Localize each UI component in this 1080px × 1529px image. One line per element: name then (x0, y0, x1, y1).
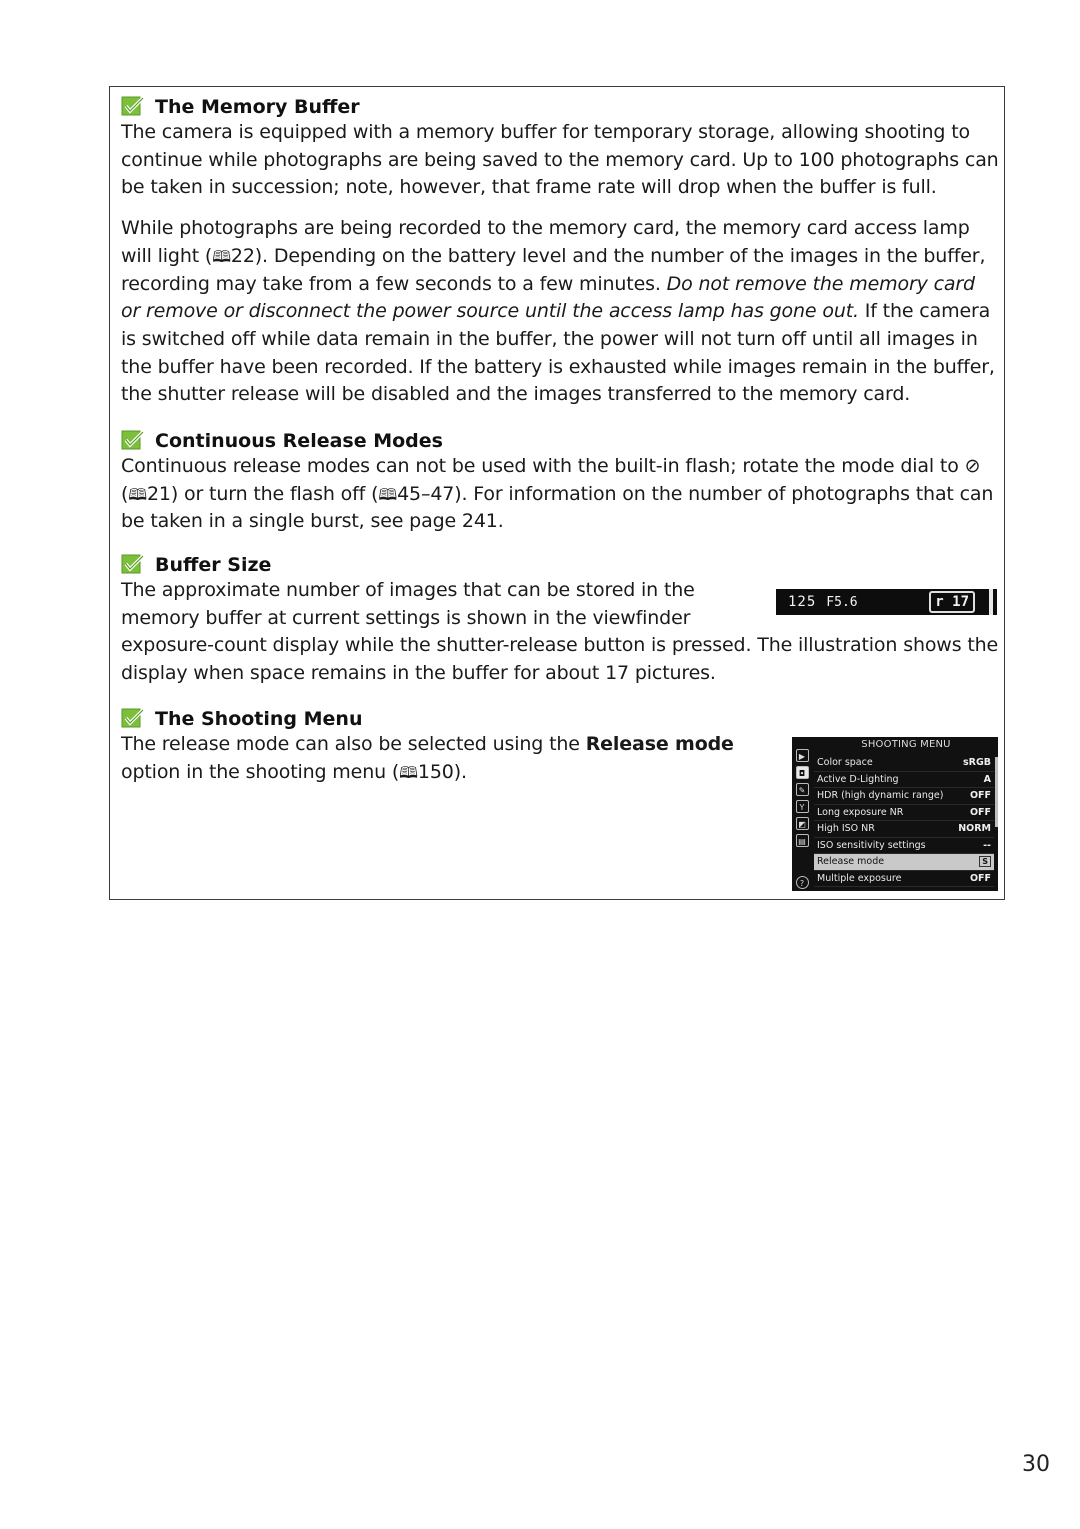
menu-tabs (792, 749, 812, 891)
menu-row: High ISO NR NORM (814, 821, 994, 838)
menu-row-selected: Release mode S (814, 854, 994, 871)
heading-text: The Shooting Menu (155, 708, 363, 730)
paragraph: The release mode can also be selected using the Release mode option in the shooting menu (🕮150). (121, 733, 734, 783)
section-heading (121, 553, 999, 577)
section-memory-buffer (121, 95, 999, 409)
note-check-icon (121, 96, 147, 118)
paragraph: The camera is equipped with a memory buffer for temporary storage, allowing shooting to continue while photographs are being saved to the memory card. Up to 100 photographs can be taken in succession; note, however, that frame rate will drop when the buffer is full. (121, 121, 999, 199)
help-icon: ? (796, 876, 809, 889)
heading-text: Continuous Release Modes (155, 430, 443, 452)
retouch-tab-icon: ◩ (796, 817, 809, 830)
camera-tab-icon: ◘ (796, 766, 809, 779)
section-heading (121, 429, 999, 453)
section-continuous-release (121, 429, 999, 536)
page-number: 30 (1022, 1452, 1050, 1477)
playback-tab-icon: ▶ (796, 749, 809, 762)
note-check-icon (121, 708, 147, 730)
note-check-icon (121, 430, 147, 452)
aperture: F5.6 (826, 594, 858, 610)
section-shooting-menu (121, 707, 781, 786)
menu-title: SHOOTING MENU (861, 739, 951, 750)
menu-row: Color space sRGB (814, 755, 994, 772)
section-buffer-size (121, 553, 999, 688)
book-ref-icon: 🕮 (399, 762, 418, 782)
menu-row: Multiple exposure OFF (814, 871, 994, 888)
recent-tab-icon: ▤ (796, 834, 809, 847)
paragraph: The approximate number of images that can be stored in the memory buffer at current settings is shown in the viewfinder exposure-count display while the shutter-release button is pressed. The illustration shows the display when space remains in the buffer for about 17 pictures. (121, 579, 999, 685)
book-ref-icon: 🕮 (128, 484, 147, 504)
flash-off-icon: ⊘ (964, 455, 981, 477)
section-heading (121, 95, 999, 119)
book-ref-icon: 🕮 (378, 484, 398, 504)
book-ref-icon: 🕮 (212, 246, 231, 266)
heading-text: Buffer Size (155, 554, 272, 576)
section-heading (121, 707, 781, 731)
shooting-menu-screenshot (792, 737, 998, 891)
viewfinder-display (776, 589, 997, 615)
buffer-count: r 17 (929, 591, 975, 613)
note-check-icon (121, 554, 147, 576)
menu-row: Long exposure NR OFF (814, 805, 994, 822)
menu-rows (814, 755, 994, 887)
shutter-speed: 125 (788, 594, 817, 610)
wrench-tab-icon: Y (796, 800, 809, 813)
notes-panel (109, 86, 1005, 900)
pencil-tab-icon: ✎ (796, 783, 809, 796)
paragraph: Continuous release modes can not be used with the built-in flash; rotate the mode dial to ⊘ (🕮21) or turn the flash off (🕮45–47). For information on the number of photographs that can be taken in a single burst, see page 241. (121, 455, 994, 533)
menu-row: HDR (high dynamic range) OFF (814, 788, 994, 805)
menu-row: Active D-Lighting A (814, 772, 994, 789)
paragraph: While photographs are being recorded to the memory card, the memory card access lamp will light (🕮22). Depending on the battery level and the number of the images in the buffer, recording may take from a few seconds to a few minutes. Do not remove the memory card or remove or disconnect the power source until the access lamp has gone out. If the camera is switched off while data remain in the buffer, the power will not turn off until all images in the buffer have been recorded. If the battery is exhausted while images remain in the buffer, the shutter release will be disabled and the images transferred to the memory card. (121, 217, 995, 406)
viewfinder-bar (989, 589, 993, 615)
menu-row: ISO sensitivity settings -- (814, 838, 994, 855)
heading-text: The Memory Buffer (155, 96, 360, 118)
menu-scrollbar (995, 757, 998, 827)
